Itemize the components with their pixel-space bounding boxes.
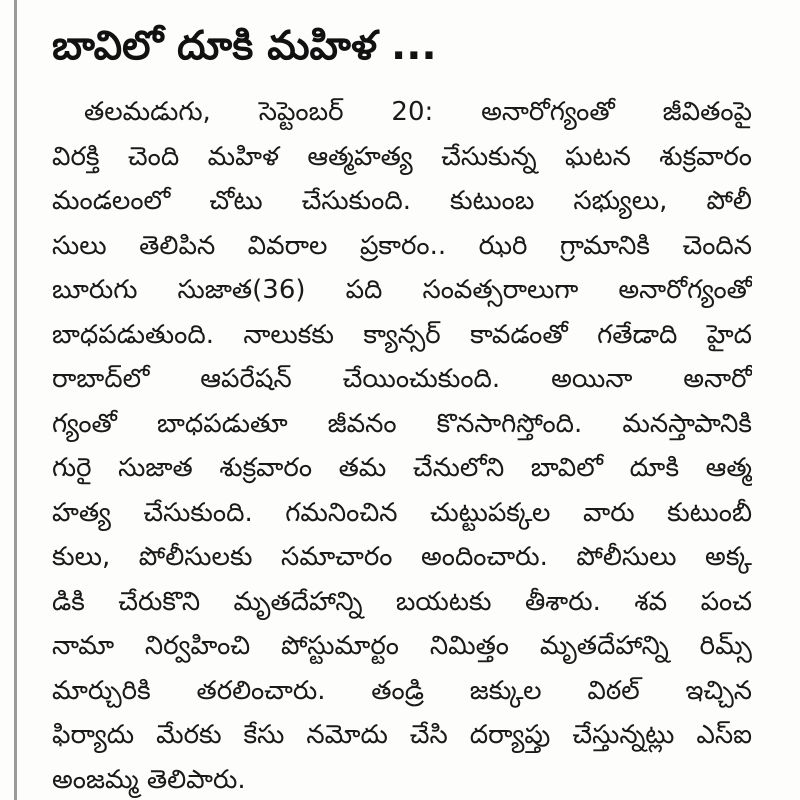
article-line: బూరుగు సుజాత(36) పది సంవత్సరాలుగా అనారోగ్యంతో — [52, 275, 752, 305]
article-line: నామా నిర్వహించి పోస్టుమార్టం నిమిత్తం మృతదేహాన్ని రిమ్స్ — [52, 631, 752, 661]
article-line: కులు, పోలీసులకు సమాచారం అందించారు. పోలీసులు అక్క — [52, 542, 752, 572]
article-line: రాబాద్‌లో ఆపరేషన్ చేయించుకుంది. అయినా అనారో — [52, 364, 752, 394]
column-divider — [14, 0, 17, 800]
article-line: సులు తెలిపిన వివరాల ప్రకారం.. ఝరి గ్రామానికి చెందిన — [52, 230, 752, 261]
article-line: ఫిర్యాదు మేరకు కేసు నమోదు చేసి దర్యాప్తు చేస్తున్నట్లు ఎస్ఐ — [52, 720, 752, 750]
article-line: మార్చురికి తరలించారు. తండ్రి జక్కుల విఠల్ ఇచ్చిన — [52, 675, 752, 706]
headline: బావిలో దూకి మహిళ ... — [52, 23, 437, 69]
article-line: డికి చేరుకొని మృతదేహాన్ని బయటకు తీశారు. శవ పంచ — [52, 586, 752, 617]
article-line: గ్యంతో బాధపడుతూ జీవనం కొనసాగిస్తోంది. మనస్తాపానికి — [52, 408, 752, 439]
article-line: తలమడుగు, సెప్టెంబర్ 20: అనారోగ్యంతో జీవితంపై — [84, 97, 752, 127]
article-line: గురై సుజాత శుక్రవారం తమ చేనులోని బావిలో దూకి ఆత్మ — [52, 453, 752, 483]
article-line: మండలంలో చోటు చేసుకుంది. కుటుంబ సభ్యులు, పోలీ — [52, 186, 752, 216]
article-line: విరక్తి చెంది మహిళ ఆత్మహత్య చేసుకున్న ఘటన శుక్రవారం — [52, 141, 752, 172]
article-line: హత్య చేసుకుంది. గమనించిన చుట్టుపక్కల వారు కుటుంబీ — [52, 497, 752, 528]
article-body — [52, 90, 752, 800]
article-line: అంజమ్మ తెలిపారు. — [52, 764, 246, 795]
article-line: బాధపడుతుంది. నాలుకకు క్యాన్సర్ కావడంతో గతేడాది హైద — [52, 319, 752, 350]
